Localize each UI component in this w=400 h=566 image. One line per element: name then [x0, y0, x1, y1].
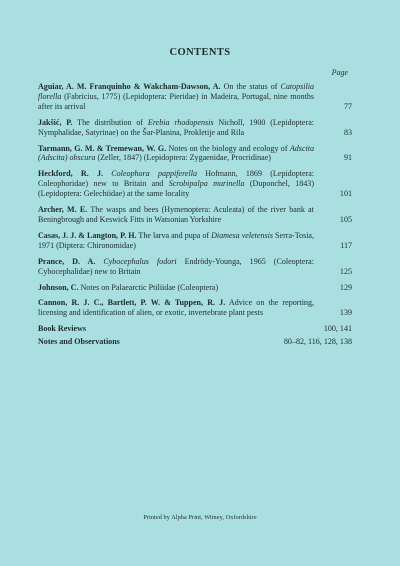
entry-page-number: 91: [343, 153, 352, 163]
species-name: Catopsilia florella: [38, 82, 314, 101]
entry-text: [38, 257, 314, 277]
entry-text: [38, 298, 314, 318]
entry-page-number: 129: [339, 282, 352, 292]
entry-title-part: Notes on Palaearctic Ptiliidae (Coleoptera): [78, 282, 219, 292]
entry-text: [38, 231, 314, 251]
book-reviews-section: [38, 324, 352, 334]
entry-title-part: On the status of: [220, 82, 281, 91]
entry-authors: Archer, M. E.: [38, 205, 88, 215]
contents-entry: [38, 283, 352, 293]
entry-title-part: Serra-Tosia, 1971 (Diptera: Chironomidae): [38, 230, 315, 250]
contents-entry: [38, 144, 352, 164]
entry-page-number: 83: [343, 127, 352, 137]
notes-observations-section: [38, 337, 352, 347]
contents-entry: [38, 298, 352, 318]
species-name: Adscita (Adscita) obscura: [38, 143, 314, 163]
entry-text: [38, 82, 314, 112]
species-name: Scrobipalpa murinella: [168, 179, 245, 189]
species-name: Cybocephalus fodori: [103, 256, 177, 266]
section-page-numbers: 100, 141: [323, 324, 352, 334]
entry-page-number: 139: [339, 308, 352, 318]
contents-entry: [38, 257, 352, 277]
section-label: Notes and Observations: [38, 337, 120, 347]
entry-authors: Cannon, R. J. C., Bartlett, P. W. & Tuppen, R. J.: [38, 298, 226, 308]
entry-page-number: 77: [343, 101, 352, 111]
entry-title-part: [103, 169, 111, 178]
entry-text: [38, 205, 314, 225]
entry-authors: Tarmann, G. M. & Tremewan, W. G.: [38, 143, 167, 153]
entry-authors: Casas, J. J. & Langton, P. H.: [38, 230, 137, 240]
entry-title-part: Notes on the biology and ecology of: [166, 143, 290, 153]
entry-page-number: 117: [340, 240, 352, 250]
entry-title-part: The wasps and bees (Hymenoptera: Aculeata) of the river bank at Beningbrough and Keswick Fitts in Watsonian Yorkshire: [38, 205, 314, 224]
entry-authors: Aguiar, A. M. Franquinho & Wakcham-Dawson, A.: [38, 82, 221, 91]
entry-title-part: The larva and pupa of: [136, 230, 212, 240]
entry-title-part: (Fabricius, 1775) (Lepidoptera: Pieridae) in Madeira, Portugal, nine months after its arrival: [38, 91, 314, 111]
entry-authors: Johnson, C.: [38, 282, 79, 292]
section-page-numbers: 80–82, 116, 128, 138: [283, 337, 352, 347]
entry-page-number: 105: [339, 214, 352, 224]
entry-text: [38, 283, 314, 293]
entry-authors: Heckford, R. J.: [38, 169, 103, 179]
entry-title-part: Advice on the reporting, licensing and identification of alien, or exotic, invertebrate plant pests: [38, 298, 314, 318]
entry-page-number: 125: [339, 266, 352, 276]
entry-authors: Prance, D. A.: [38, 256, 96, 266]
species-name: Diamesa veletensis: [211, 230, 274, 240]
entry-title-part: (Zeller, 1847) (Lepidoptera: Zygaenidae, Procridinae): [95, 153, 271, 163]
contents-entry: [38, 82, 352, 112]
entry-title-part: Endrödy-Younga, 1965 (Coleoptera: Cybocephalidae) new to Britain: [38, 256, 314, 276]
species-name: Coleophora pappiferella: [111, 169, 197, 179]
contents-entry: [38, 231, 352, 251]
entry-title-part: Nicholl, 1900 (Lepidoptera: Nymphalidae, Satyrinae) on the Šar-Planina, Prokletije and Rila: [38, 117, 314, 137]
section-label: Book Reviews: [38, 324, 87, 334]
entry-title-part: The distribution of: [72, 117, 148, 127]
entry-page-number: 101: [339, 189, 352, 199]
printer-credit: Printed by Alpha Print, Witney, Oxfordshire: [143, 514, 257, 521]
entry-text: [38, 144, 314, 164]
entry-text: [38, 118, 314, 138]
contents-entry: [38, 205, 352, 225]
entry-title-part: (Duponchel, 1843) (Lepidoptera: Gelechiidae) at the same locality: [38, 179, 315, 199]
contents-entry: [38, 169, 352, 199]
contents-list: [38, 82, 352, 350]
species-name: Erebia rhodopensis: [147, 117, 214, 127]
entry-title-part: Hofmann, 1869 (Lepidoptera: Coleophoridae) new to Britain and: [38, 169, 315, 189]
page-column-label: Page: [331, 68, 348, 77]
entry-text: [38, 169, 314, 199]
page-title: CONTENTS: [169, 47, 231, 58]
entry-authors: Jakšić, P.: [38, 117, 73, 127]
contents-entry: [38, 118, 352, 138]
